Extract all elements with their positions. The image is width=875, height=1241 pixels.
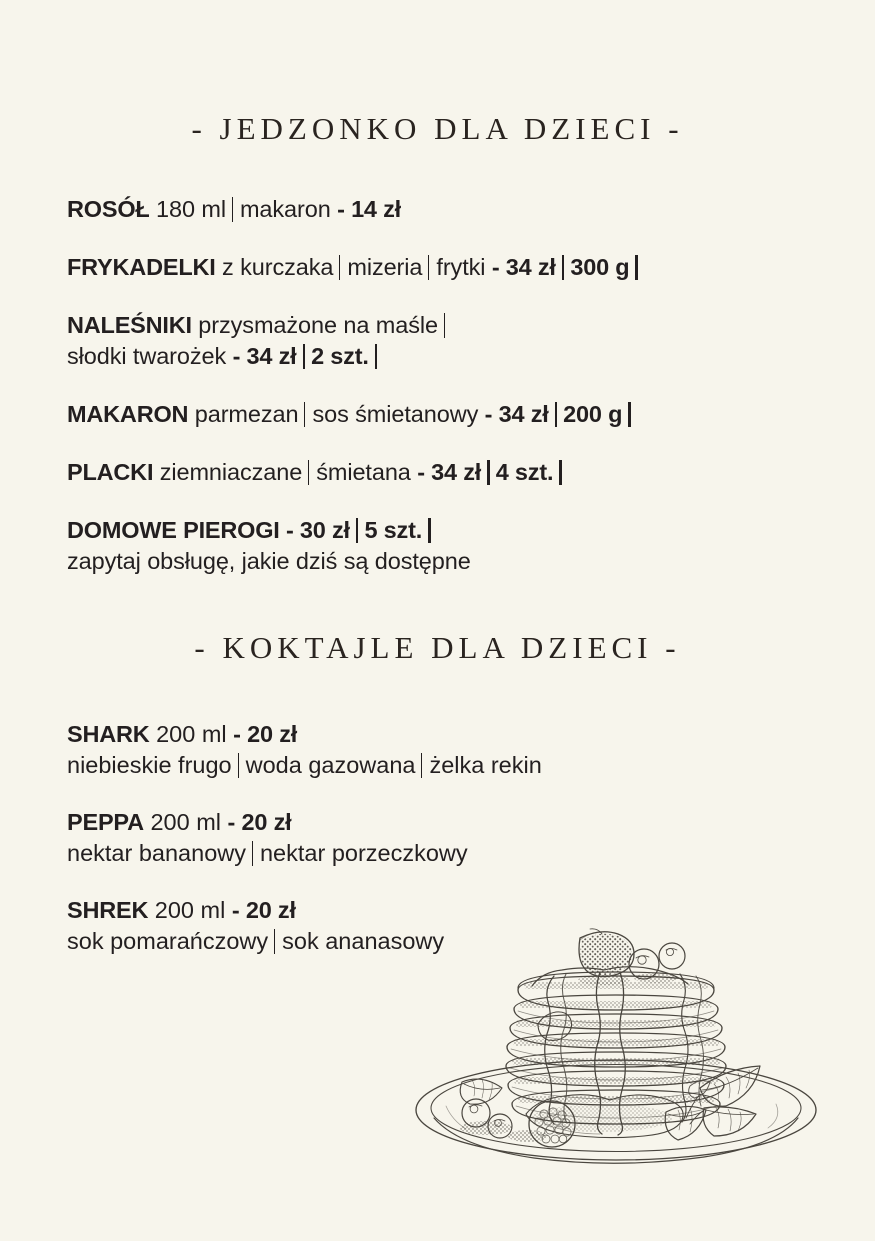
menu-item-desc: ziemniaczane: [159, 459, 303, 485]
separator-bold-icon: [487, 460, 490, 485]
menu-item-price: - 34 zł: [484, 401, 549, 427]
section-title-food: - JEDZONKO DLA DZIECI -: [191, 111, 684, 146]
drink-ingredient: niebieskie frugo: [67, 752, 232, 778]
menu-item-rosol: [67, 194, 644, 225]
separator-thin-icon: [304, 402, 305, 427]
menu-item-name: DOMOWE PIEROGI: [67, 517, 280, 543]
menu-item-name: ROSÓŁ: [67, 196, 150, 222]
menu-item-price: - 30 zł: [285, 517, 350, 543]
separator-thin-icon: [252, 841, 253, 866]
menu-item-nalesniki: [67, 310, 644, 372]
separator-bold-icon: [303, 344, 306, 369]
separator-thin-icon: [232, 197, 233, 222]
drink-ingredient: sok pomarańczowy: [67, 928, 269, 954]
drink-item-volume: 200 ml: [156, 721, 227, 747]
menu-item-line: [67, 252, 644, 283]
drink-item-price: - 20 zł: [231, 897, 296, 923]
menu-item-portion: 2 szt.: [311, 343, 369, 369]
separator-bold-icon: [375, 344, 378, 369]
menu-item-domowe-pierogi: [67, 515, 644, 577]
separator-thin-icon: [428, 255, 429, 280]
drink-ingredient: żelka rekin: [429, 752, 542, 778]
menu-item-note-text: zapytaj obsługę, jakie dziś są dostępne: [67, 548, 471, 574]
drink-item-ingredients: [67, 838, 542, 869]
menu-item-desc: śmietana: [316, 459, 411, 485]
menu-item-price: - 34 zł: [232, 343, 297, 369]
separator-bold-icon: [356, 518, 359, 543]
drink-ingredient: woda gazowana: [245, 752, 416, 778]
separator-bold-icon: [428, 518, 431, 543]
menu-item-line: [67, 194, 644, 225]
pancake-stack-illustration: [404, 928, 829, 1168]
menu-item-desc: mizeria: [347, 254, 423, 280]
drink-item-peppa: [67, 807, 542, 869]
drink-item-name: SHARK: [67, 721, 150, 747]
separator-bold-icon: [559, 460, 562, 485]
menu-item-price: - 34 zł: [491, 254, 556, 280]
menu-item-frykadelki: [67, 252, 644, 283]
drink-item-name: PEPPA: [67, 809, 144, 835]
separator-bold-icon: [635, 255, 638, 280]
menu-item-makaron: [67, 399, 644, 430]
menu-item-name: MAKARON: [67, 401, 189, 427]
menu-item-desc: 180 ml: [156, 196, 226, 222]
drink-item-volume: 200 ml: [150, 809, 222, 835]
menu-item-desc: makaron: [239, 196, 331, 222]
menu-item-desc: sos śmietanowy: [312, 401, 479, 427]
menu-item-price: - 34 zł: [417, 459, 482, 485]
drink-ingredient: nektar bananowy: [67, 840, 246, 866]
menu-item-line-2: [67, 341, 644, 372]
menu-item-line: [67, 457, 644, 488]
drink-item-headline: [67, 895, 542, 926]
menu-item-line: [67, 310, 644, 341]
drink-item-volume: 200 ml: [154, 897, 226, 923]
menu-item-portion: 4 szt.: [495, 459, 554, 485]
separator-thin-icon: [238, 753, 239, 778]
menu-item-name: NALEŚNIKI: [67, 312, 192, 338]
menu-item-desc: z kurczaka: [222, 254, 334, 280]
menu-item-desc: parmezan: [194, 401, 299, 427]
menu-item-placki: [67, 457, 644, 488]
drink-item-price: - 20 zł: [233, 721, 298, 747]
drink-item-headline: [67, 719, 542, 750]
menu-item-line: [67, 515, 644, 546]
menu-item-name: PLACKI: [67, 459, 154, 485]
separator-bold-icon: [555, 402, 558, 427]
drink-item-shark: [67, 719, 542, 781]
separator-thin-icon: [308, 460, 309, 485]
menu-item-desc: przysmażone na maśle: [198, 312, 438, 338]
drink-item-name: SHREK: [67, 897, 149, 923]
drink-item-headline: [67, 807, 542, 838]
menu-item-note: [67, 546, 644, 577]
menu-item-portion: 200 g: [563, 401, 623, 427]
menu-item-portion: 5 szt.: [364, 517, 423, 543]
separator-bold-icon: [628, 402, 631, 427]
drink-ingredient: sok ananasowy: [282, 928, 445, 954]
menu-item-price: - 14 zł: [337, 196, 402, 222]
drinks-menu-list: [67, 719, 542, 957]
menu-item-line: [67, 399, 644, 430]
drink-item-ingredients: [67, 750, 542, 781]
separator-thin-icon: [274, 929, 275, 954]
separator-thin-icon: [339, 255, 340, 280]
separator-thin-icon: [444, 313, 445, 338]
separator-bold-icon: [562, 255, 565, 280]
section-title-drinks: - KOKTAJLE DLA DZIECI -: [194, 630, 681, 665]
menu-item-portion: 300 g: [570, 254, 630, 280]
separator-thin-icon: [421, 753, 422, 778]
drink-item-price: - 20 zł: [227, 809, 292, 835]
menu-item-desc: słodki twarożek: [67, 343, 227, 369]
menu-item-desc: frytki: [436, 254, 486, 280]
menu-item-name: FRYKADELKI: [67, 254, 216, 280]
food-menu-list: [67, 194, 644, 577]
drink-ingredient: nektar porzeczkowy: [259, 840, 468, 866]
